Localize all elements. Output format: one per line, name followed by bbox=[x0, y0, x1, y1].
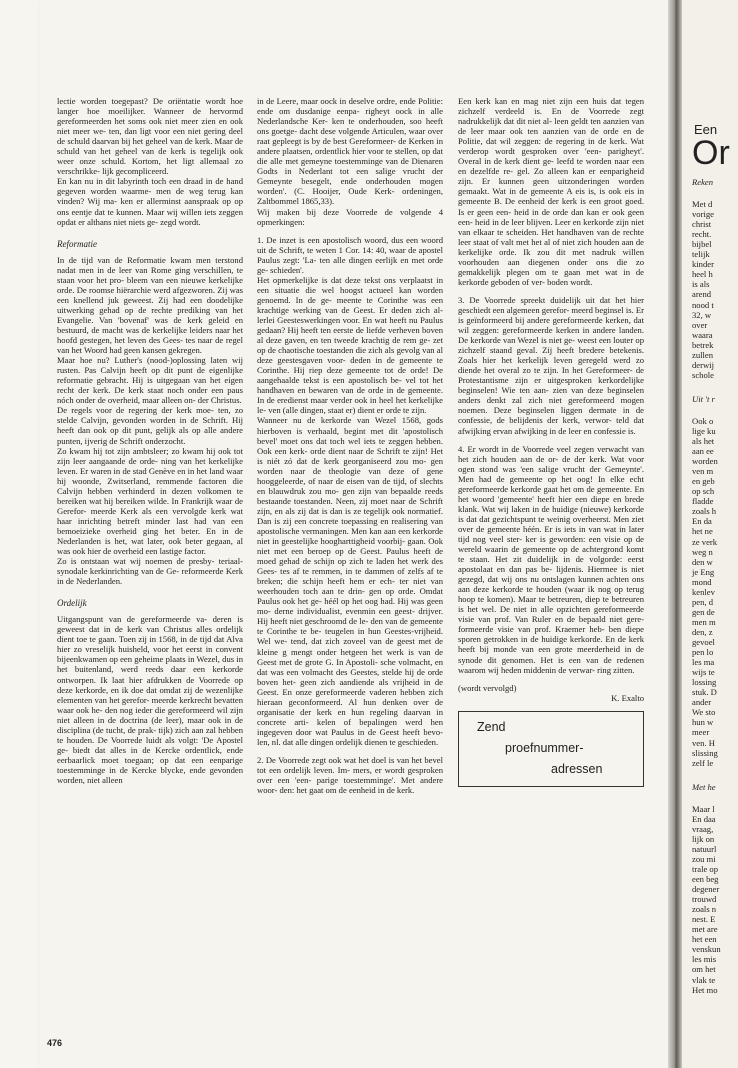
next-page-line: zullen bbox=[692, 349, 713, 360]
next-page-line: ven m bbox=[692, 466, 714, 477]
next-page-line: weg n bbox=[692, 546, 713, 557]
next-page-line: gen de bbox=[692, 606, 715, 617]
next-page-line: We sto bbox=[692, 707, 716, 718]
paragraph: Wanneer nu de kerkorde van Wezel 1568, gods hierboven is verhaald, begint met dit 'apostolisch bevel' moet ons dat toch wel iets te zeggen hebben. Ook een kerk- orde dient naar de Schrift te zijn! Het is niét zó dat de kerk georganiseerd zou mo- gen worden naar de theologie van deze of gene hooggeleerde, of naar de eisen van de tijd, of slechts en blauwdruk zou mo- gen zijn van bepaalde reeds bestaande toestanden. Neen, zij moet naar de Schrift zijn, en als zij dat is dan is ze tegelijk ook normatief. Dan is zij een concrete toepassing en realisering van apostolische vermaningen. Men kan aan een kerkorde niet in geestelijke hoogharttigheid voorbij- gaan. Ook niet met een beroep op de Geest. Paulus heeft de moed gehad de schijn op zich te laden het werk des Gees- tes af te remmen, in te dammen of zelfs af te breken; die schijn heeft hem er ech- ter niet van weerhouden toch aan te drin- gen op orde. Omdat Paulus ook het ge- héél op het oog had. Hij was geen mo- derne individualist, evenmin een geest- drijver. Hij heeft niet geschroomd de le- den van de gemeente te Corinthe te be- teugelen in hun Geestes-vrijheid. Wel we- tend, dat zich zoveel van de geest met de kleine g mengt onder hetgeen het werk is van de Geest met de grote G. In Apostoli- sche volmacht, en dat was een volmacht des Geestes, stelde hij de orde boven het- geen zich aandiende als vrijheid in de Geest. En onze gereformeerde vaderen hebben zich hieraan geconformeerd. Al hun denken over de organisatie der kerk en hun regeling daarvan in concrete arti- kelen of bepalingen werd hen ingegeven door wat Paulus in de Geest heeft bevo- len, nl. dat alle dingen ordelijk dienen te geschieden. bbox=[257, 415, 443, 747]
next-page-line: den, z bbox=[692, 626, 713, 637]
next-page-line: aan ee bbox=[692, 446, 714, 457]
next-page-line: worden bbox=[692, 456, 718, 467]
next-page-line: arend bbox=[692, 289, 712, 300]
paragraph: Zo is ontstaan wat wij noemen de presby- teriaal-synodale kerkinrichting van de Ge- reformeerde Kerk in de Nederlanden. bbox=[57, 556, 243, 587]
next-page-line: mond bbox=[692, 576, 712, 587]
next-page-line: christ bbox=[692, 219, 712, 230]
next-page-line: nest. E bbox=[692, 914, 716, 925]
next-page-line: is als bbox=[692, 279, 710, 290]
paragraph: In de tijd van de Reformatie kwam men terstond nadat men in de leer van Rome ging verschillen, te staan voor het pro- bleem van een nieuwe kerkelijke orde. De roomse hiërarchie werd afgezworen. Zij was een knellend juk geweest. Zij had een doodelijke uitwerking gehad op de rechte prediking van het Evangelie. Van 'bovenaf' was de kerk geleid en bestuurd, de macht was de kerkelijke leiders naar het hoofd gestegen, het leven des Gees- tes naar de regel van het Woord had geen kansen gekregen. bbox=[57, 254, 243, 356]
next-page-line: derwij bbox=[692, 359, 714, 370]
next-page-line: trouwd bbox=[692, 894, 717, 905]
next-page-line: venskun bbox=[692, 944, 721, 955]
next-page-line: gevoel bbox=[692, 637, 715, 647]
paragraph: De regels voor de regering der kerk moe- ten, zo stelde Calvijn, gevonden worden in de Schrift. Hij heeft dan ook op dit punt, gelijk als op alle andere punten, ijverig de Schrift onderzocht. bbox=[57, 405, 243, 446]
section-heading-reformatie: Reformatie bbox=[57, 238, 97, 249]
next-page-line: lige ku bbox=[692, 425, 716, 436]
next-page-line: het ne bbox=[692, 526, 713, 537]
next-page-line: schole bbox=[692, 369, 714, 380]
next-page-line: pen, d bbox=[692, 596, 714, 607]
next-page-line: bijbel bbox=[692, 239, 712, 250]
next-page-line: het een bbox=[692, 934, 717, 945]
paragraph: Wij maken bij deze Voorrede de volgende 4 opmerkingen: bbox=[257, 206, 443, 227]
paragraph: Een kerk kan en mag niet zijn een huis dat tegen zichzelf verdeeld is. En de Voorrede zegt nadrukkelijk dat dit niet al- leen geldt ten aanzien van de leer maar ook ten aanzien van de orde en de Politie, dat wil zeggen: de regering in de kerk. Wat verderop wordt gesproken over 'een- parigheyt'. Overal in de kerk dient ge- leefd te worden naar een en dezelfde re- gel. Zo alleen kan er eenparigheid zijn. Er kunnen geen uitzonderingen worden gemaakt. Wat in de gemeente A eis is, is ook eis in gemeente B. De eenheid der kerk is een groot goed. Is er geen een- heid in de orde dan kan er ook geen een- heid in de leer blijven. Leer en kerkorde zijn niet van elkaar te scheiden. Het handhaven van de rechte leer staat of valt met het al of niet zich houden aan de kerkelijke orde. Ik zou dit met nadruk willen voorhouden aan diegenen onder ons die zo gemakkelijk plegen om te gaan met wat in de kerkorde geboden of ver- boden wordt. bbox=[458, 96, 644, 287]
next-page-line: meer bbox=[692, 727, 710, 738]
paragraph: Zo kwam hij tot zijn ambtsleer; zo kwam hij ook tot zijn leer aangaande de orde- ning van het kerkelijke leven. Er waren in de stad Genève en in het land waar hij woonde, Zwitserland, remmende factoren die Calvijn hebben verhinderd in dezen volkomen te bereiken wat hij bereiken wilde. In Frankrijk waar de Gerefor- meerde Kerk als een vervolgde kerk wat haar inrichting betreft minder last had van een bemoeizieke overheid ging het beter. En in de Nederlanden is het, wat later, ook beter gegaan, al was ook hier de overheid een lastige factor. bbox=[57, 445, 243, 557]
next-page-line: ze verk bbox=[692, 536, 718, 547]
box-line-3: adressen bbox=[551, 761, 603, 776]
next-page-line: vorige bbox=[692, 209, 714, 220]
next-page-line: heel h bbox=[692, 269, 713, 280]
paragraph: Het opmerkelijke is dat deze tekst ons verplaatst in een situatie die wel hoogst actueel kan worden genoemd. In de ge- meente te Corinthe was een krachtige werking van de Geest. Er deden zich al- lerlei Geesteswerkingen voor. En wat heeft nu Paulus gedaan? Hij heeft ten eerste de liefde verheven boven al deze gaven, en ten tweede krachtig de rem ge- zet op de chaotische toestanden die zich als gevolg van al deze geestesgaven voor- deden in de gemeente te Corinthe. Hij riep deze gemeente tot de orde! De aangehaalde tekst is een apostolisch be- vel tot het handhaven en bewaren van de orde in de gemeente. In de eredienst maar verder ook in heel het kerkelijke le- ven (alle dingen, staat er) dient er orde te zijn. bbox=[257, 274, 443, 416]
next-page-subtitle: Reken bbox=[692, 177, 713, 187]
next-page-line: betrek bbox=[692, 339, 714, 350]
next-page-line: vlak te bbox=[692, 974, 716, 985]
next-page-line: op sch bbox=[692, 486, 715, 497]
next-page-line: zoals n bbox=[692, 904, 717, 915]
next-page-line: Ook o bbox=[692, 415, 714, 426]
to-be-continued: (wordt vervolgd) bbox=[458, 682, 517, 693]
page-number: 476 bbox=[47, 1038, 63, 1048]
column-2 bbox=[257, 96, 443, 795]
next-page-line: zelf le bbox=[692, 757, 714, 768]
next-page-line: recht. bbox=[692, 229, 712, 240]
next-page-line: trale op bbox=[692, 863, 719, 874]
next-page-line: stuk. D bbox=[692, 687, 717, 698]
next-page-line: lijk on bbox=[692, 833, 715, 844]
next-page-line: zou mi bbox=[692, 853, 716, 864]
next-page-edge bbox=[682, 0, 738, 1068]
next-page-line: natuurl bbox=[692, 843, 717, 854]
paragraph: 4. Er wordt in de Voorrede veel zegen verwacht van het zich houden aan de or- de der kerk. Wat voor ogen stond was 'een salige vrucht der Gemeynte'. Men had de gemeente op het oog! In elke echt gereformeerde kerkorde gaat het om de gemeente. En het woord 'gemeente' heeft hier een diepe en brede klank. Wat wij laken in de huidige (nieuwe) kerkorde is dat dat gezichtspunt te weinig overheerst. Men ziet over de gemeente héén. Er is iets in van wat in later tijd nog veel ster- ker is geworden: een visie op de wereld waarin de gemeente op de achtergrond komt te staan. Het zit duidelijk in de volgorde: eerst apostolaat en dan pas be- lijdenis. Hiermee is niet gezegd, dat wij ons nu ontslagen kunnen achten ons aan deze kerkorde te houden (waar ik nog op terug hoop te komen). Maar te betreuren, diep te betreuren is het wel. De niet in alle opzichten gereformeerde visie van prof. Van Ruler en de bepaald niet gere- formeerde visie van prof. Kraemer heb- ben diepe sporen getrokken in de huidige kerkorde. En de kerk heeft bij monde van een grote meerderheid in de synode dit genomen. Het is een van de redenen waarom wij heden middenin de verwar- ring zitten. bbox=[458, 443, 644, 675]
next-page-line: je Eng bbox=[692, 566, 715, 577]
next-page-line: les ma bbox=[692, 657, 715, 668]
next-page-line: een beg bbox=[692, 874, 719, 884]
paragraph: Maar hoe nu? Luther's (nood-)oplossing laten wij rusten. Pas Calvijn heeft op dit punt de eigenlijke reformatie gebracht. Hij is uitgegaan van het eigen recht der kerk. De kerk staat noch onder een paus nóch onder de overheid, maar alleen on- der Christus. bbox=[57, 355, 243, 406]
next-page-line: En da bbox=[692, 516, 712, 527]
next-page-line: den w bbox=[692, 556, 713, 567]
next-page-line: Maar l bbox=[692, 803, 715, 814]
box-line-1: Zend bbox=[477, 719, 506, 734]
next-page-subheading: Uit 't r bbox=[692, 393, 715, 404]
next-page-line: nood t bbox=[692, 299, 714, 310]
next-page-line: als het bbox=[692, 436, 715, 446]
next-page-heading-small: Een bbox=[694, 122, 718, 137]
page-gutter bbox=[668, 0, 682, 1068]
proefnummer-box bbox=[458, 711, 644, 787]
next-page-line: telijk bbox=[692, 249, 710, 260]
next-page-line: 32, w bbox=[692, 309, 712, 320]
next-page-line: men m bbox=[692, 616, 716, 627]
next-page-line: en geb bbox=[692, 476, 715, 487]
next-page-line: vraag, bbox=[692, 823, 714, 834]
section-heading-ordelijk: Ordelijk bbox=[57, 598, 87, 609]
paragraph: Uitgangspunt van de gereformeerde va- deren is geweest dat in de kerk van Christus alles ordelijk dient toe te gaan. Toen zij in 1568, in de tijd dat Alva hier zo vreselijk huisheld, voor het eerst in convent bijeenkwamen op een geheime plaats in Wezel, dus in het buitenland, werd reeds daar een kerkorde ontworpen. Ik laat hier afdrukken de Voorrede op deze kerkorde, en ik doe dat omdat zij de wezenlijke elementen van het gerefor- meerde kerkrecht bevatten waar ook he- den nog ieder die gereformeerd wil zijn niet alleen in de doctrina (de leer), maar ook in de disciplina (de tucht, de prak- tijk) zich aan zal hebben te houden. De Voorrede luidt als volgt: 'De Apostel ge- biedt dat alles in de Kercke ordentlick, ende eerbaarlick moet toegaan; op dat een eenparige toestemminge in de Kercke blycke, ende gevonden worden, niet alleen bbox=[57, 614, 243, 785]
paragraph: 2. De Voorrede zegt ook wat het doel is van het bevel tot een ordelijk leven. Im- mers, er wordt gesproken over een 'een- parige toestemminge'. Met andere woor- den: het gaat om de eenheid in de kerk. bbox=[257, 755, 443, 796]
next-page-line: les mis bbox=[692, 954, 717, 965]
paragraph: 1. De inzet is een apostolisch woord, dus een woord uit de Schrift, te weten 1 Cor. 14: 40, waar de apostel Paulus zegt: 'La- ten alle dingen eerlijk en met orde ge- schieden'. bbox=[257, 234, 443, 275]
box-line-2: proefnummer- bbox=[505, 740, 584, 755]
next-page-line: met are bbox=[692, 924, 718, 935]
next-page-line: fladde bbox=[692, 496, 714, 507]
next-page-line: ven. H bbox=[692, 737, 715, 748]
paragraph: En kan nu in dit labyrinth toch een draad in de hand gegeven worden waarme- men de weg terug kan vinden? Wij ma- ken er allerminst aanspraak op op ons eentje dat te kunnen. Maar wij willen iets zeggen opdat er althans niet niets ge- zegd wordt. bbox=[57, 176, 243, 227]
next-page-line: over bbox=[692, 319, 708, 330]
next-page-line: En daa bbox=[692, 813, 716, 824]
paragraph: 3. De Voorrede spreekt duidelijk uit dat het hier geschiedt een algemeen gerefor- meerd beginsel is. Er is geïnformeerd bij andere gereformeerde kerken, dat wil zeggen: gereformeerde kerken in andere landen. De kerkorde van Wezel is niet ge- weest een louter op zichzelf staand geval. Zij heeft bredere betekenis. Zoals hier het kerkelijk leven geregeld werd zo diende het overal zo te zijn. In het Gereformeer- de Protestantisme zijn er uitgesproken kerkordelijke beginselen! Wie ten aan- zien van deze beginselen anders denkt zal zich niet gereformeerd mogen noemen. Deze beginselen liggen dermate in de confessie, de belijdenis der kerk, verwor- teld dat afwijking ervan afwijking in de leer en confessie is. bbox=[458, 294, 644, 436]
next-page-line: Het mo bbox=[692, 984, 718, 995]
next-page-line: zoals h bbox=[692, 506, 717, 517]
next-page-line: ander bbox=[692, 697, 712, 708]
next-page-line: kinder bbox=[692, 259, 714, 270]
next-page-line: degener bbox=[692, 884, 720, 895]
next-page-subheading: Met he bbox=[692, 781, 716, 792]
next-page-line: lossing bbox=[692, 677, 717, 688]
next-page-line: kenlev bbox=[692, 586, 715, 597]
column-3 bbox=[458, 96, 644, 787]
next-page-line: slissing bbox=[692, 747, 718, 758]
next-page-line: om het bbox=[692, 964, 716, 975]
next-page-line: hun w bbox=[692, 717, 714, 728]
author-signature: K. Exalto bbox=[611, 692, 644, 703]
paragraph: lectie worden toegepast? De oriëntatie wordt hoe langer hoe moeilijker. Wanneer de hervormd gereformeerden het soms ook niet meer zien en ook niet meer we- ten, dan ligt voor een niet gering deel de schuld daarvan bij het geheel van de kerk. Maar de schuld van het geheel van de kerk is tegelijk ook weer onze schuld. Kortom, het ligt allemaal zo verschrikke- lijk gecompliceerd. bbox=[57, 96, 243, 177]
next-page-line: waara bbox=[692, 329, 713, 340]
next-page-heading-large: Or bbox=[692, 134, 730, 172]
paragraph: in de Leere, maar oock in deselve ordre, ende Politie: ende om dusdanige eenpa- righeyt oock in alle Nederlandsche Ker- ken te onderhouden, soo heeft ons goetge- dacht dese volgende Articulen, waar over raat gepleegt is by de best Gereformeer- de Kerken in andere plaatsen, ordentlick hier voor te stellen, op dat die alle met gemeyne toestemminge van de Dienaren Godts in Nederlant tot een salige vrucht der Gemeynte besegelt, ende onderhouden mogen worden'. (C. Hooijer, Oude Kerk- ordeningen, Zaltbommel 1865,33). bbox=[257, 96, 443, 207]
next-page-line: wijs te bbox=[692, 667, 715, 678]
column-1 bbox=[57, 96, 243, 785]
next-page-line: pen lo bbox=[692, 647, 714, 658]
next-page-line: Met d bbox=[692, 199, 713, 209]
